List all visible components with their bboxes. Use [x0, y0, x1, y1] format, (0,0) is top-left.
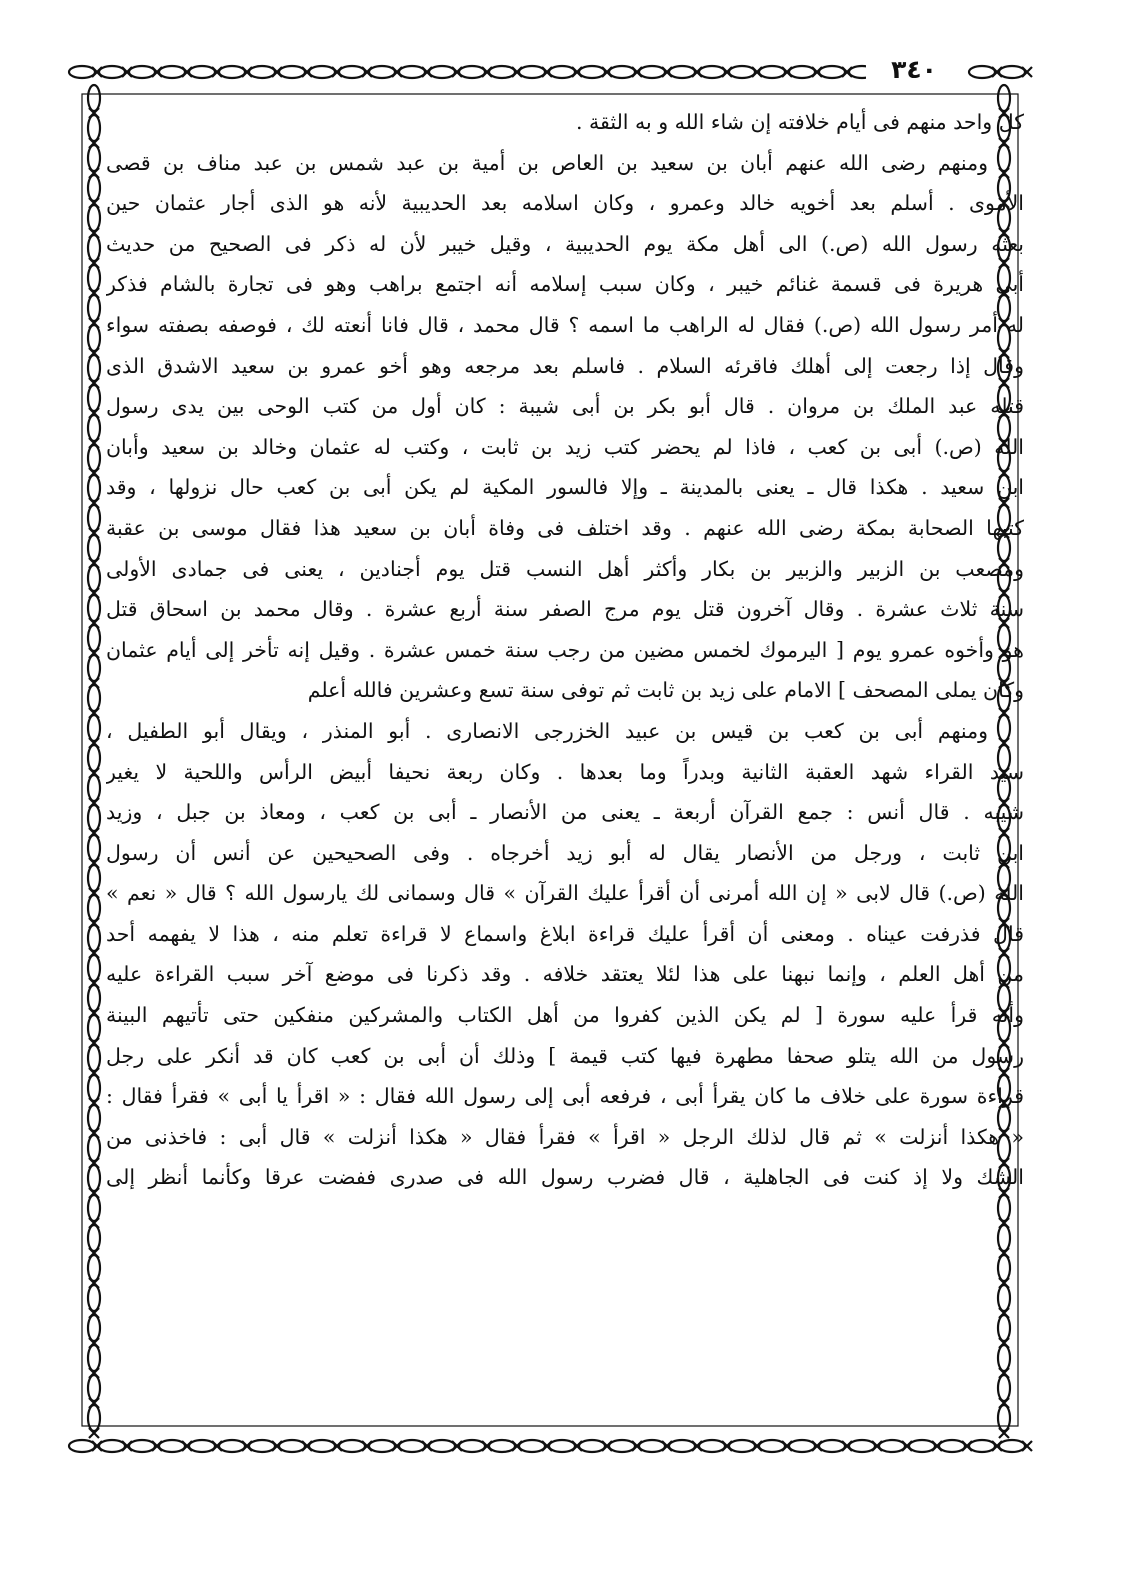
- text-line: أبى هريرة فى قسمة غنائم خيبر ، وكان سبب إسلامه أنه اجتمع براهب وهو فى تجارة بالشام فذكر: [106, 272, 1024, 297]
- text-line: الله (ص.) قال لابى « إن الله أمرنى أن أقرأ عليك القرآن » قال وسمانى لك يارسول الله ؟ قال « نعم »: [106, 881, 1024, 906]
- chain-link: [88, 955, 100, 981]
- chain-link: [789, 66, 815, 78]
- chain-link: [88, 805, 100, 831]
- chain-link: [189, 1440, 215, 1452]
- chain-link: [88, 1255, 100, 1281]
- page-number: ٣٤٠: [891, 54, 937, 84]
- chain-link: [88, 685, 100, 711]
- chain-link: [219, 1440, 245, 1452]
- text-line: كتبها الصحابة بمكة رضى الله عنهم . وقد اختلف فى وفاة أبان بن سعيد هذا فقال موسى بن عقبة: [106, 515, 1024, 540]
- chain-link: [88, 1345, 100, 1371]
- text-line: شيبه . قال أنس : جمع القرآن أربعة ـ يعنى من الأنصار ـ أبى بن كعب ، ومعاذ بن جبل ، وزيد: [106, 800, 1024, 825]
- text-line: قال فذرفت عيناه . ومعنى أن أقرأ عليك قراءة ابلاغ واسماع لا قراءة تعلم منه ، هذا لا يفهمه أحد: [106, 921, 1024, 946]
- chain-link: [88, 745, 100, 771]
- chain-link: [88, 1375, 100, 1401]
- chain-link: [88, 1165, 100, 1191]
- chain-link: [88, 1045, 100, 1071]
- chain-link: [88, 625, 100, 651]
- chain-link: [999, 66, 1025, 78]
- text-line: قتله عبد الملك بن مروان . قال أبو بكر بن أبى شيبة : كان أول من كتب الوحى بين يدى رسول: [106, 394, 1024, 419]
- chain-link: [88, 295, 100, 321]
- chain-link: [429, 1440, 455, 1452]
- chain-link: [88, 1135, 100, 1161]
- chain-link: [88, 715, 100, 741]
- chain-link: [998, 1375, 1010, 1401]
- chain-link: [429, 66, 455, 78]
- chain-link: [88, 175, 100, 201]
- text-line: الله (ص.) أبى بن كعب ، فاذا لم يحضر كتب زيد بن ثابت ، وكتب له عثمان وخالد بن سعيد وأبان: [106, 434, 1024, 459]
- chain-link: [609, 66, 635, 78]
- chain-link: [129, 1440, 155, 1452]
- chain-link: [159, 1440, 185, 1452]
- chain-link: [669, 1440, 695, 1452]
- chain-link: [729, 1440, 755, 1452]
- chain-link: [88, 925, 100, 951]
- chain-link: [88, 505, 100, 531]
- chain-link: [88, 1285, 100, 1311]
- chain-link: [459, 1440, 485, 1452]
- chain-link: [88, 1225, 100, 1251]
- chain-cross: [89, 1428, 99, 1438]
- chain-link: [88, 1015, 100, 1041]
- chain-link: [998, 1255, 1010, 1281]
- chain-link: [339, 66, 365, 78]
- chain-link: [88, 775, 100, 801]
- chain-cross: [1022, 1441, 1032, 1451]
- text-line: سيد القراء شهد العقبة الثانية وبدراً وما بعدها . وكان ربعة نحيفا أبيض الرأس واللحية لا يغير: [106, 759, 1024, 784]
- text-line: الشك ولا إذ كنت فى الجاهلية ، قال فضرب رسول الله فى صدرى ففضت عرقا وكأنما أنظر إلى: [106, 1165, 1024, 1190]
- chain-link: [88, 655, 100, 681]
- chain-link: [88, 385, 100, 411]
- chain-link: [88, 565, 100, 591]
- chain-link: [219, 66, 245, 78]
- body-text: [106, 102, 1024, 1198]
- chain-link: [549, 66, 575, 78]
- text-line: ابن ثابت ، ورجل من الأنصار يقال له أبو زيد أخرجاه . وفى الصحيحين عن أنس أن رسول: [106, 840, 1024, 865]
- chain-link: [819, 66, 845, 78]
- chain-link: [909, 1440, 935, 1452]
- chain-link: [99, 66, 125, 78]
- chain-link: [969, 66, 995, 78]
- chain-cross: [999, 1428, 1009, 1438]
- chain-link: [99, 1440, 125, 1452]
- chain-link: [69, 66, 95, 78]
- chain-link: [999, 1440, 1025, 1452]
- chain-link: [189, 66, 215, 78]
- text-line: سنة ثلاث عشرة . وقال آخرون قتل يوم مرج الصفر سنة أربع عشرة . وقال محمد بن اسحاق قتل: [106, 597, 1024, 622]
- chain-link: [819, 1440, 845, 1452]
- text-line: ابن سعيد . هكذا قال ـ يعنى بالمدينة ـ وإلا فالسور المكية لم يكن أبى بن كعب حال نزولها ، وقد: [106, 475, 1024, 500]
- chain-link: [639, 66, 665, 78]
- page-number-box: [866, 52, 962, 86]
- chain-link: [998, 1195, 1010, 1221]
- chain-link: [88, 205, 100, 231]
- chain-link: [489, 1440, 515, 1452]
- chain-link: [88, 1405, 100, 1431]
- chain-link: [88, 1075, 100, 1101]
- chain-link: [998, 1405, 1010, 1431]
- chain-link: [309, 66, 335, 78]
- text-line: بعثه رسول الله (ص.) الى أهل مكة يوم الحديبية ، وقيل خيبر لأن له ذكر فى الصحيح من حديث: [106, 231, 1024, 256]
- chain-link: [969, 1440, 995, 1452]
- chain-link: [399, 66, 425, 78]
- chain-link: [88, 865, 100, 891]
- chain-link: [369, 1440, 395, 1452]
- text-line: له أمر رسول الله (ص.) فقال له الراهب ما اسمه ؟ قال محمد ، قال فانا أنعته لك ، فوصفه بصفته سواء: [106, 312, 1024, 337]
- chain-link: [88, 115, 100, 141]
- chain-link: [249, 66, 275, 78]
- chain-link: [88, 475, 100, 501]
- chain-link: [519, 1440, 545, 1452]
- chain-link: [129, 66, 155, 78]
- chain-link: [88, 145, 100, 171]
- chain-link: [279, 66, 305, 78]
- chain-link: [88, 1315, 100, 1341]
- text-line: رسول من الله يتلو صحفا مطهرة فيها كتب قيمة ] وذلك أن أبى بن كعب كان قد أنكر على رجل: [106, 1043, 1024, 1068]
- text-line: ومصعب بن الزبير والزبير بن بكار وأكثر أهل النسب قتل يوم أجنادين ، يعنى فى جمادى الأولى: [106, 556, 1024, 581]
- chain-link: [759, 1440, 785, 1452]
- chain-link: [69, 1440, 95, 1452]
- chain-link: [669, 66, 695, 78]
- chain-link: [399, 1440, 425, 1452]
- text-line: هو وأخوه عمرو يوم [ اليرموك لخمس مضين من رجب سنة خمس عشرة . وقيل إنه تأخر إلى أيام عثمان: [106, 637, 1024, 662]
- chain-link: [998, 1285, 1010, 1311]
- chain-link: [369, 66, 395, 78]
- chain-link: [579, 1440, 605, 1452]
- chain-link: [88, 1105, 100, 1131]
- chain-link: [699, 1440, 725, 1452]
- chain-link: [88, 445, 100, 471]
- text-line: ومنهم رضى الله عنهم أبان بن سعيد بن العاص بن أمية بن عبد شمس بن عبد مناف بن قصى: [106, 150, 988, 175]
- chain-link: [939, 1440, 965, 1452]
- chain-link: [609, 1440, 635, 1452]
- text-line: الأموى . أسلم بعد أخويه خالد وعمرو ، وكان اسلامه بعد الحديبية لأنه هو الذى أجار عثمان حين: [106, 191, 1024, 216]
- text-line: كل واحد منهم فى أيام خلافته إن شاء الله و به الثقة .: [575, 110, 1024, 134]
- chain-link: [88, 895, 100, 921]
- chain-link: [88, 355, 100, 381]
- text-line: ومنهم أبى بن كعب بن قيس بن عبيد الخزرجى الانصارى . أبو المنذر ، ويقال أبو الطفيل ،: [106, 718, 988, 743]
- chain-cross: [1022, 67, 1032, 77]
- text-line: وكان يملى المصحف ] الامام على زيد بن ثابت ثم توفى سنة تسع وعشرين فالله أعلم: [307, 678, 1024, 703]
- chain-link: [88, 415, 100, 441]
- chain-link: [699, 66, 725, 78]
- chain-link: [998, 1225, 1010, 1251]
- chain-link: [998, 1345, 1010, 1371]
- chain-link: [88, 85, 100, 111]
- chain-link: [998, 1315, 1010, 1341]
- chain-link: [88, 1195, 100, 1221]
- text-line: وقال إذا رجعت إلى أهلك فاقرئه السلام . فاسلم بعد مرجعه وهو أخو عمرو بن سعيد الاشدق الذى: [106, 353, 1024, 378]
- chain-link: [88, 325, 100, 351]
- chain-link: [88, 265, 100, 291]
- chain-link: [879, 1440, 905, 1452]
- chain-link: [789, 1440, 815, 1452]
- chain-link: [849, 1440, 875, 1452]
- chain-link: [88, 235, 100, 261]
- chain-link: [159, 66, 185, 78]
- chain-link: [339, 1440, 365, 1452]
- chain-link: [88, 595, 100, 621]
- chain-link: [519, 66, 545, 78]
- chain-link: [639, 1440, 665, 1452]
- chain-link: [759, 66, 785, 78]
- chain-link: [579, 66, 605, 78]
- text-line: قراءة سورة على خلاف ما كان يقرأ أبى ، فرفعه أبى إلى رسول الله فقال : « اقرأ يا أبى » فقرأ فقال :: [106, 1084, 1024, 1109]
- chain-link: [88, 985, 100, 1011]
- chain-link: [309, 1440, 335, 1452]
- text-line: « هكذا أنزلت » ثم قال لذلك الرجل « اقرأ » فقرأ فقال « هكذا أنزلت » قال أبى : فاخذنى من: [106, 1124, 1024, 1149]
- chain-link: [459, 66, 485, 78]
- chain-link: [279, 1440, 305, 1452]
- text-line: من أهل العلم ، وإنما نبهنا على هذا لئلا يعتقد خلافه . وقد ذكرنا فى موضع آخر سبب القراءة عليه: [106, 962, 1024, 987]
- chain-link: [729, 66, 755, 78]
- chain-link: [249, 1440, 275, 1452]
- chain-link: [549, 1440, 575, 1452]
- text-line: وأنه قرأ عليه سورة [ لم يكن الذين كفروا من أهل الكتاب والمشركين منفكين حتى تأتيهم البينة: [106, 1003, 1024, 1028]
- chain-link: [489, 66, 515, 78]
- chain-link: [88, 535, 100, 561]
- chain-link: [88, 835, 100, 861]
